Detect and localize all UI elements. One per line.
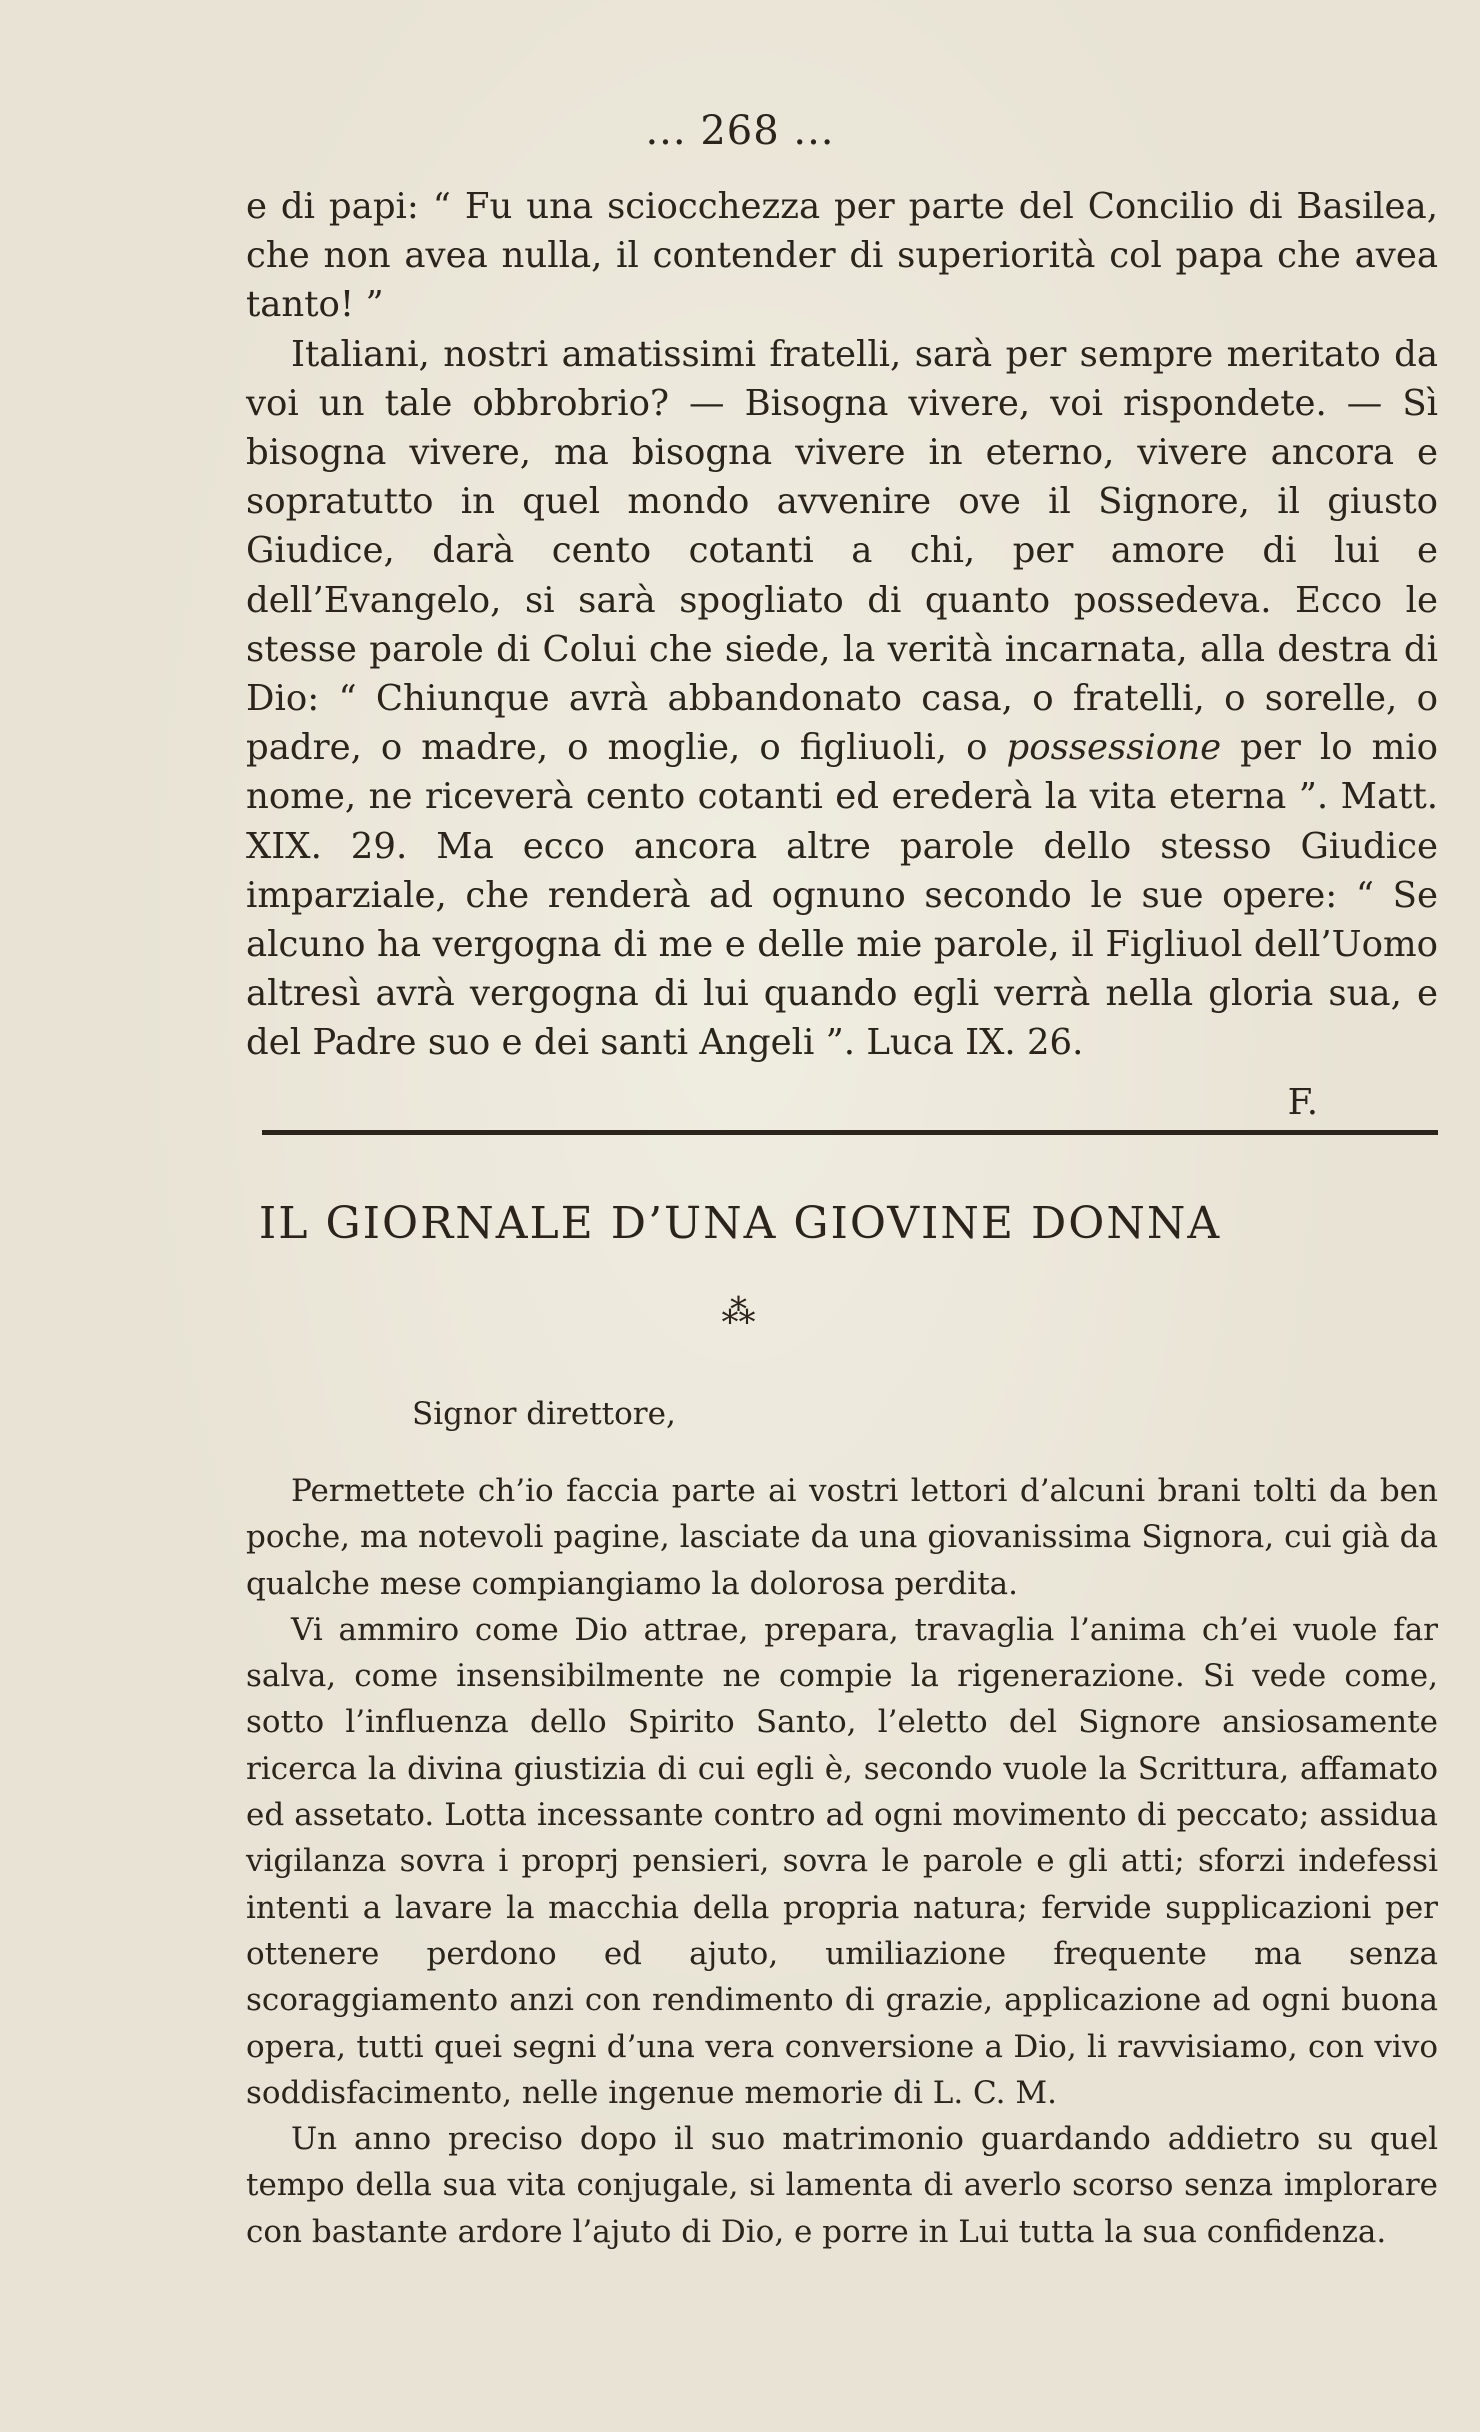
letter-salutation: Signor direttore, — [412, 1396, 676, 1432]
article-two-title: IL GIORNALE D’UNA GIOVINE DONNA — [258, 1198, 1222, 1249]
article-two-paragraph: Permettete ch’io faccia parte ai vostri lettori d’alcuni brani tolti da ben poche, ma notevoli pagine, lasciate da una giovanissima Signora, cui già da qualche mese compiangiamo la dolorosa perdita. — [246, 1473, 1438, 1602]
article-one-signature: F. — [1287, 1081, 1318, 1123]
article-one — [246, 182, 1438, 1127]
paragraph-text-before-italic: Italiani, nostri amatissimi fratelli, sarà per sempre meritato da voi un tale obbrobrio? — Bisogna vivere, voi rispondete. — Sì bisogna vivere, ma bisogna vivere in eterno, vivere ancora e sopratutto in quel mondo avvenire ove il Signore, il giusto Giudice, darà cento cotanti a chi, per amore di lui e dell’Evangelo, si sarà spogliato di quanto possedeva. Ecco le stesse parole di Colui che siede, la verità incarnata, alla destra di Dio: “ Chiunque avrà abbandonato casa, o fratelli, o sorelle, o padre, o madre, o moglie, o figliuoli, o — [246, 333, 1438, 769]
article-two-paragraph: Un anno preciso dopo il suo matrimonio guardando addietro su quel tempo della sua vita conjugale, si lamenta di averlo scorso senza implorare con bastante ardore l’ajuto di Dio, e porre in Lui tutta la sua confidenza. — [246, 2121, 1438, 2250]
page-number: ... 268 ... — [645, 108, 835, 154]
article-one-paragraph — [246, 330, 1438, 1068]
section-divider-rule — [262, 1130, 1438, 1135]
article-two-paragraph: Vi ammiro come Dio attrae, prepara, travaglia l’anima ch’ei vuole far salva, come insensibilmente ne compie la rigenerazione. Si vede come, sotto l’influenza dello Spirito Santo, l’eletto del Signore ansiosamente ricerca la divina giustizia di cui egli è, secondo vuole la Scrittura, affamato ed assetato. Lotta incessante contro ad ogni movimento di peccato; assidua vigilanza sovra i proprj pensieri, sovra le parole e gli atti; sforzi indefessi intenti a lavare la macchia della propria natura; fervide supplicazioni per ottenere perdono ed ajuto, umiliazione frequente ma senza scoraggiamento anzi con rendimento di grazie, applicazione ad ogni buona opera, tutti quei segni d’una vera conversione a Dio, li ravvisiamo, con vivo soddisfacimento, nelle ingenue memorie di L. C. M. — [246, 1611, 1438, 2111]
ornament-flourish-icon: ⁂ — [721, 1292, 759, 1332]
italic-word: possessione — [1006, 727, 1222, 769]
article-one-opening: e di papi: “ Fu una sciocchezza per parte del Concilio di Basilea, che non avea nulla, il contender di superiorità col papa che avea tanto! ” — [246, 186, 1438, 326]
article-two-body — [246, 1468, 1438, 2255]
paragraph-text-after-italic: per lo mio nome, ne riceverà cento cotanti ed erederà la vita eterna ”. Matt. XIX. 29. Ma ecco ancora altre parole dello stesso Giudice imparziale, che renderà ad ognuno secondo le sue opere: “ Se alcuno ha vergogna di me e delle mie parole, il Figliuol dell’Uomo altresì avrà vergogna di lui quando egli verrà nella gloria sua, e del Padre suo e dei santi Angeli ”. Luca IX. 26. — [246, 727, 1438, 1064]
